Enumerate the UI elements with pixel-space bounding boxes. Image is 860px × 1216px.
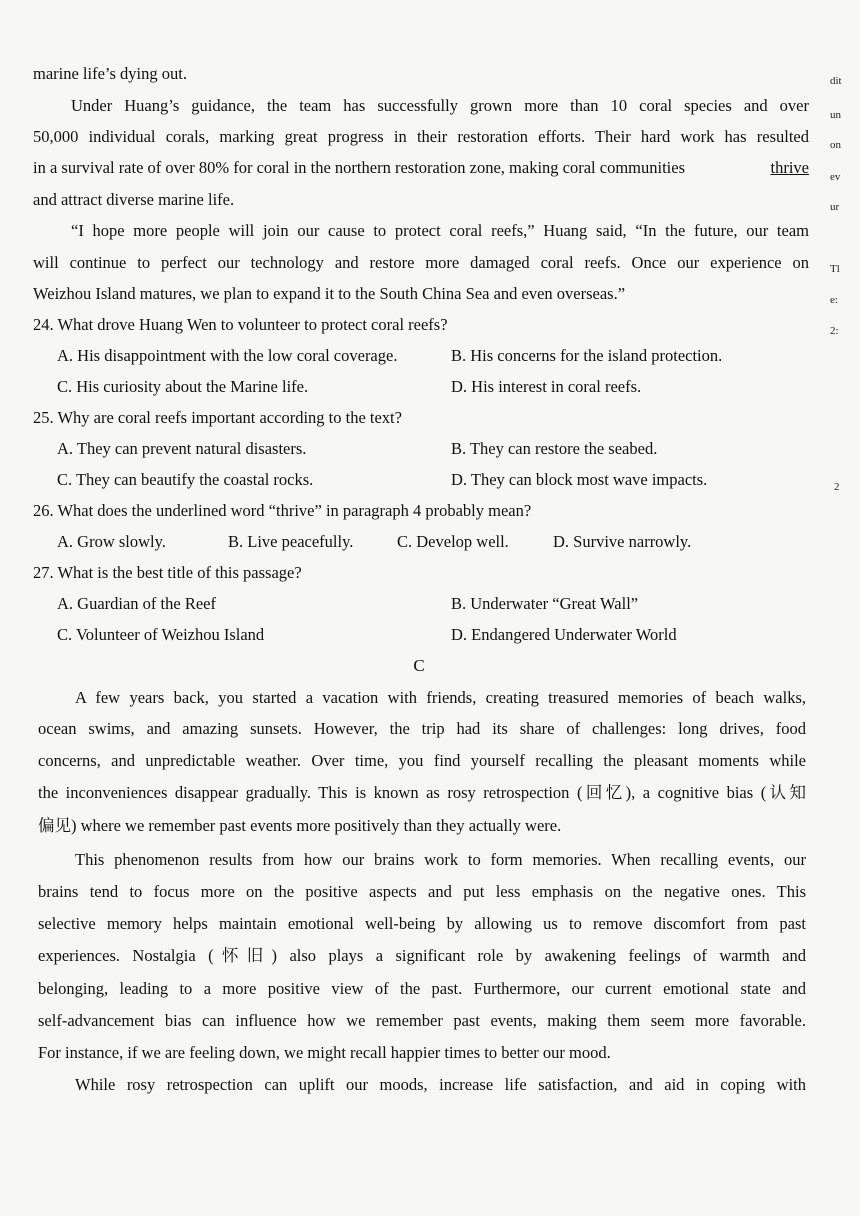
option-a: A. Guardian of the Reef <box>57 594 216 613</box>
margin-fragment: Tl <box>830 263 840 275</box>
passage-line: self-advancement bias can influence how we remember past events, making them seem more favorable. <box>38 1011 806 1030</box>
passage-line: This phenomenon results from how our brains work to form memories. When recalling events, our <box>75 850 806 869</box>
margin-fragment: un <box>830 109 841 121</box>
section-heading: C <box>413 656 425 675</box>
option-a: A. His disappointment with the low coral coverage. <box>57 346 398 365</box>
option-d: D. They can block most wave impacts. <box>451 470 708 489</box>
passage-text: in a survival rate of over 80% for coral in the northern restoration zone, making coral communities <box>33 158 685 177</box>
margin-fragment: 2: <box>830 325 839 337</box>
option-c: C. His curiosity about the Marine life. <box>57 377 309 396</box>
passage-line: Weizhou Island matures, we plan to expand it to the South China Sea and even overseas.” <box>33 284 626 303</box>
option-b: B. Live peacefully. <box>228 532 354 551</box>
passage-line: ocean swims, and amazing sunsets. However, the trip had its share of challenges: long drives, food <box>38 719 806 738</box>
passage-line: A few years back, you started a vacation with friends, creating treasured memories of beach walks, <box>75 688 806 707</box>
passage-line: “I hope more people will join our cause to protect coral reefs,” Huang said, “In the future, our team <box>71 221 809 240</box>
passage-line-with-underline <box>33 157 809 179</box>
passage-line: Under Huang’s guidance, the team has successfully grown more than 10 coral species and over <box>71 96 809 115</box>
option-d: D. His interest in coral reefs. <box>451 377 642 396</box>
option-c: C. They can beautify the coastal rocks. <box>57 470 314 489</box>
margin-fragment: on <box>830 139 841 151</box>
option-b: B. They can restore the seabed. <box>451 439 658 458</box>
passage-line: brains tend to focus more on the positive aspects and put less emphasis on the negative ones. This <box>38 882 806 901</box>
passage-line: 50,000 individual corals, marking great progress in their restoration efforts. Their hard work has resulted <box>33 127 809 146</box>
question-stem: 27. What is the best title of this passage? <box>33 563 302 582</box>
question-stem: 25. Why are coral reefs important according to the text? <box>33 408 402 427</box>
margin-fragment: ur <box>830 201 840 213</box>
question-stem: 24. What drove Huang Wen to volunteer to protect coral reefs? <box>33 315 448 334</box>
option-b: B. His concerns for the island protection. <box>451 346 723 365</box>
margin-fragment: ev <box>830 171 841 183</box>
passage-line: belonging, leading to a more positive view of the past. Furthermore, our current emotional state and <box>38 979 806 998</box>
option-d: D. Survive narrowly. <box>553 532 692 551</box>
option-a: A. Grow slowly. <box>57 532 166 551</box>
margin-fragment: dit <box>830 75 842 87</box>
margin-fragment: 2 <box>834 481 840 493</box>
question-stem: 26. What does the underlined word “thrive” in paragraph 4 probably mean? <box>33 501 532 520</box>
underlined-word-thrive: thrive <box>770 158 809 177</box>
passage-line: For instance, if we are feeling down, we might recall happier times to better our mood. <box>38 1043 611 1062</box>
option-c: C. Volunteer of Weizhou Island <box>57 625 265 644</box>
passage-line: experiences. Nostalgia (怀旧) also plays a significant role by awakening feelings of warmth and <box>38 946 806 965</box>
passage-line: selective memory helps maintain emotional well-being by allowing us to remove discomfort from past <box>38 914 806 933</box>
passage-line: marine life’s dying out. <box>33 64 187 83</box>
passage-line: While rosy retrospection can uplift our moods, increase life satisfaction, and aid in coping with <box>75 1075 806 1094</box>
margin-fragment: e: <box>830 294 838 306</box>
option-c: C. Develop well. <box>397 532 509 551</box>
option-d: D. Endangered Underwater World <box>451 625 677 644</box>
option-b: B. Underwater “Great Wall” <box>451 594 639 613</box>
passage-line: the inconveniences disappear gradually. This is known as rosy retrospection (回忆), a cognitive bias (认知 <box>38 783 806 802</box>
passage-line: and attract diverse marine life. <box>33 190 235 209</box>
passage-line: 偏见) where we remember past events more positively than they actually were. <box>38 816 562 835</box>
passage-line: will continue to perfect our technology and restore more damaged coral reefs. Once our experience on <box>33 253 809 272</box>
option-a: A. They can prevent natural disasters. <box>57 439 307 458</box>
passage-line: concerns, and unpredictable weather. Over time, you find yourself recalling the pleasant moments while <box>38 751 806 770</box>
